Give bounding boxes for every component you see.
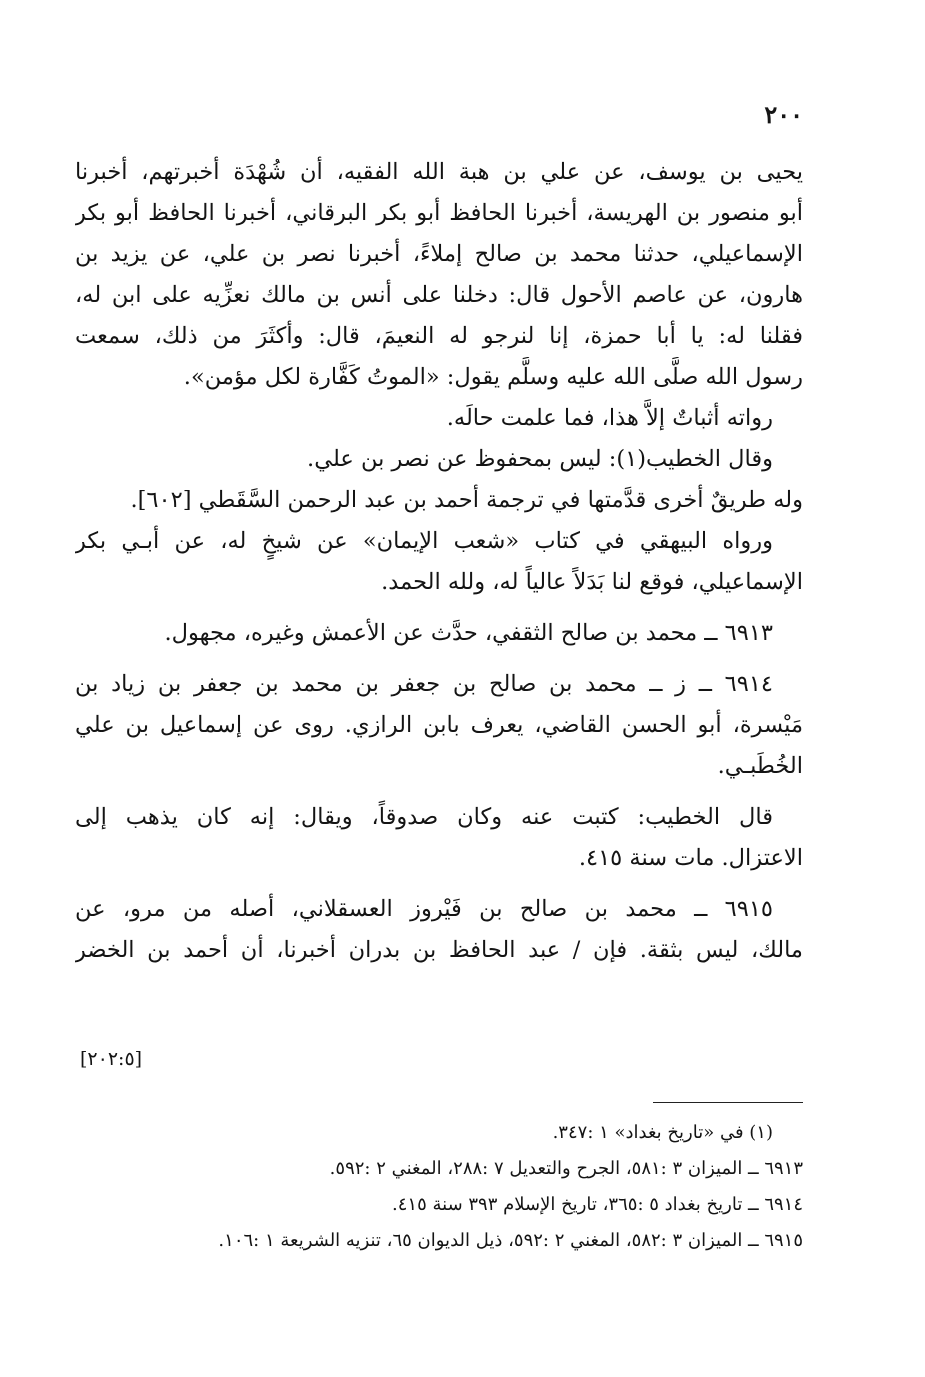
footnote-divider xyxy=(653,1102,803,1103)
text-line: الاعتزال. مات سنة ٤١٥. xyxy=(578,845,803,871)
margin-reference: [٢٠٢:٥] xyxy=(80,1048,143,1070)
text-line: مالك، ليس بثقة. فإن / عبد الحافظ بن بدران أخبرنا، أن أحمد بن الخضر xyxy=(75,937,803,963)
footnote-line: ٦٩١٤ ــ تاريخ بغداد ٥ :٣٦٥، تاريخ الإسلام ٣٩٣ سنة ٤١٥. xyxy=(392,1194,803,1215)
entry-6915: ٦٩١٥ ــ محمد بن صالح بن فَيْروز العسقلاني، أصله من مرو، عن xyxy=(75,896,773,922)
text-line: الإسماعيلي، فوقع لنا بَدَلاً عالياً له، ولله الحمد. xyxy=(381,569,803,595)
text-line: هارون، عن عاصم الأحول قال: دخلنا على أنس بن مالك نعزِّيه على ابن له، xyxy=(75,282,803,308)
footnote-line: ٦٩١٣ ــ الميزان ٣ :٥٨١، الجرح والتعديل ٧ :٢٨٨، المغني ٢ :٥٩٢. xyxy=(329,1158,803,1179)
text-line: الإسماعيلي، حدثنا محمد بن صالح إملاءً، أخبرنا نصر بن علي، عن يزيد بن xyxy=(75,241,803,267)
text-line: ورواه البيهقي في كتاب «شعب الإيمان» عن شيخٍ له، عن أبـي بكر xyxy=(75,528,773,554)
text-line: وقال الخطيب(١): ليس بمحفوظ عن نصر بن علي. xyxy=(307,446,773,472)
text-line: قال الخطيب: كتبت عنه وكان صدوقاً، ويقال: إنه كان يذهب إلى xyxy=(75,804,773,830)
body-text xyxy=(75,152,803,971)
text-line: الخُطَبـي. xyxy=(717,753,803,779)
text-line: رسول الله صلَّى الله عليه وسلَّم يقول: «الموتُ كَفَّارة لكل مؤمن». xyxy=(183,364,803,390)
text-line: أبو منصور بن الهريسة، أخبرنا الحافظ أبو بكر البرقاني، أخبرنا الحافظ أبو بكر xyxy=(75,200,803,226)
text-line: وله طريقٌ أخرى قدَّمتها في ترجمة أحمد بن عبد الرحمن السَّقَطي [٦٠٢]. xyxy=(130,487,803,513)
text-line: فقلنا له: يا أبا حمزة، إنا لنرجو له النعيمَ، قال: وأكثَرَ من ذلك، سمعت xyxy=(75,323,803,349)
text-line: مَيْسرة، أبو الحسن القاضي، يعرف بابن الرازي. روى عن إسماعيل بن علي xyxy=(75,712,803,738)
entry-6913: ٦٩١٣ ــ محمد بن صالح الثقفي، حدَّث عن الأعمش وغيره، مجهول. xyxy=(164,620,773,646)
footnote-line: (١) في «تاريخ بغداد» ١ :٣٤٧. xyxy=(552,1122,773,1143)
footnotes xyxy=(75,1115,803,1259)
entry-6914: ٦٩١٤ ــ ز ــ محمد بن صالح بن جعفر بن محمد بن جعفر بن زياد بن xyxy=(75,671,773,697)
text-line: رواته أثباتٌ إلاَّ هذا، فما علمت حالَه. xyxy=(446,405,773,431)
footnote-line: ٦٩١٥ ــ الميزان ٣ :٥٨٢، المغني ٢ :٥٩٢، ذيل الديوان ٦٥، تنزيه الشريعة ١ :١٠٦. xyxy=(218,1230,803,1251)
page-number: ٢٠٠ xyxy=(764,100,803,129)
text-line: يحيى بن يوسف، عن علي بن هبة الله الفقيه، أن شُهْدَة أخبرتهم، أخبرنا xyxy=(75,159,803,185)
